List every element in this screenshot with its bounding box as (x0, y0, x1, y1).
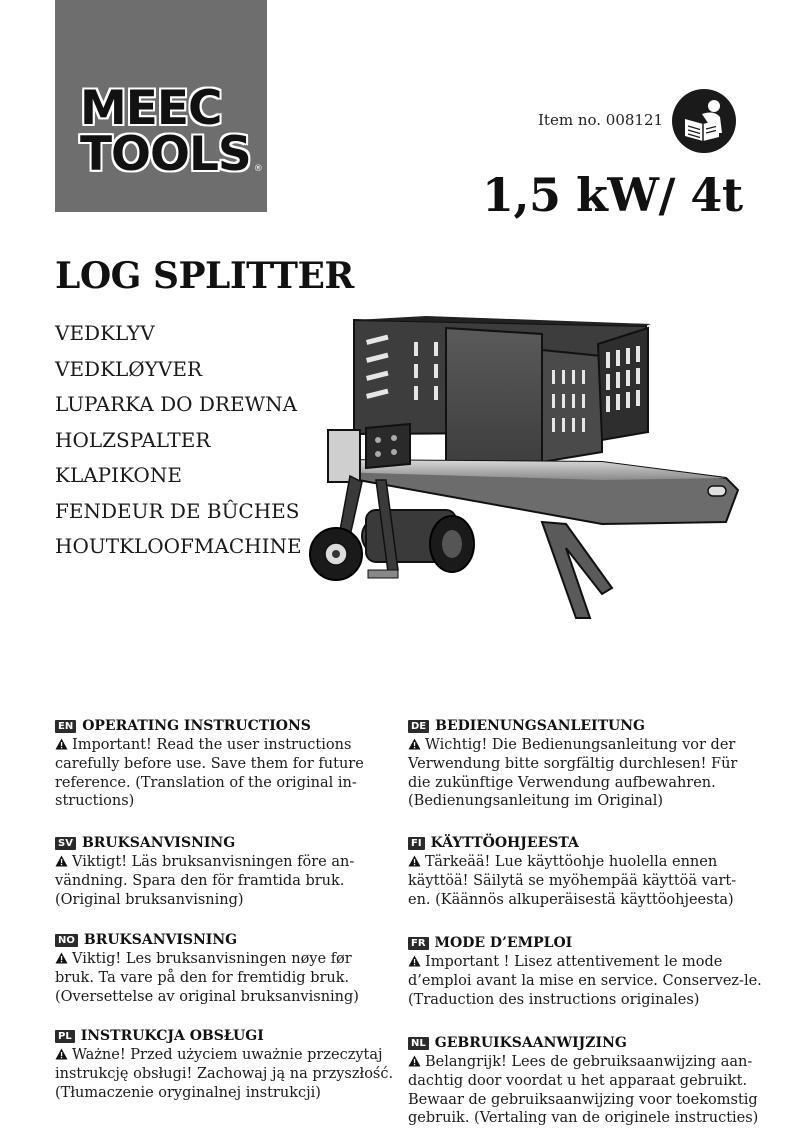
log-splitter-image (306, 312, 746, 624)
section-title-sv: BRUKSANVISNING (81, 835, 236, 851)
warning-icon (408, 1055, 421, 1067)
section-text-sv-1: Viktigt! Läs bruksanvisningen före an- (72, 854, 355, 870)
read-manual-icon (672, 89, 736, 153)
brand-logo-line1: MEEC (80, 81, 222, 136)
section-title-pl: INSTRUKCJA OBSŁUGI (80, 1028, 264, 1044)
section-text-pl-1: Ważne! Przed użyciem uważnie przeczytaj (72, 1047, 383, 1063)
section-text-nl-2: dachtig door voordat u het apparaat gebruikt. (408, 1072, 748, 1089)
title-pl: LUPARKA DO DREWNA (55, 392, 298, 416)
section-title-nl: GEBRUIKSAANWIJZING (434, 1035, 627, 1051)
section-title-de: BEDIENUNGSANLEITUNG (435, 718, 645, 734)
item-number: Item no. 008121 (538, 111, 664, 129)
section-text-fr-1: Important ! Lisez attentivement le mode (425, 954, 723, 970)
registered-mark: ® (253, 164, 263, 174)
section-title-no: BRUKSANVISNING (83, 932, 238, 948)
brand-logo (80, 81, 263, 182)
brand-logo-box (55, 0, 267, 212)
section-text-no-1: Viktig! Les bruksanvisningen nøye før (72, 951, 352, 967)
language-code-fr: FR (408, 937, 429, 950)
title-de: HOLZSPALTER (55, 427, 211, 452)
title-fi: KLAPIKONE (55, 463, 182, 487)
section-en (55, 716, 405, 811)
title-translations (55, 316, 302, 565)
section-text-no-3: (Oversettelse av original bruksanvisning) (55, 988, 359, 1005)
language-code-fi: FI (408, 837, 425, 850)
section-text-nl-1: Belangrijk! Lees de gebruiksaanwijzing aan- (425, 1054, 753, 1070)
language-code-en: EN (55, 720, 76, 733)
section-text-no-2: bruk. Ta vare på den for fremtidig bruk. (55, 969, 350, 986)
language-code-nl: NL (408, 1037, 429, 1050)
power-rating: 1,5 kW/ 4t (482, 168, 743, 222)
warning-icon (408, 855, 421, 867)
section-nl (408, 1033, 758, 1128)
warning-icon (55, 738, 68, 750)
language-code-de: DE (408, 720, 429, 733)
section-text-fi-3: en. (Käännös alkuperäisestä käyttöohjeesta) (408, 891, 734, 908)
section-text-en-4: structions) (55, 793, 135, 810)
section-text-de-4: (Bedienungsanleitung im Original) (408, 793, 664, 810)
title-fr: FENDEUR DE BÛCHES (55, 498, 300, 523)
section-text-de-1: Wichtig! Die Bedienungsanleitung vor der (425, 737, 736, 753)
warning-icon (408, 955, 421, 967)
section-no (55, 930, 405, 1006)
section-sv (55, 833, 405, 909)
section-text-sv-3: (Original bruksanvisning) (55, 891, 244, 908)
section-fi (408, 833, 758, 909)
language-code-pl: PL (55, 1030, 75, 1043)
warning-icon (55, 855, 68, 867)
warning-icon (408, 738, 421, 750)
page-title: LOG SPLITTER (55, 255, 354, 297)
section-title-fi: KÄYTTÖOHJEESTA (430, 835, 579, 851)
section-text-de-3: die zukünftige Verwendung aufbewahren. (408, 774, 716, 791)
section-title-fr: MODE D’EMPLOI (434, 935, 573, 951)
section-text-fr-3: (Traduction des instructions originales) (408, 991, 700, 1008)
section-text-fi-1: Tärkeää! Lue käyttöohje huolella ennen (425, 854, 718, 870)
section-text-nl-4: gebruik. (Vertaling van de originele instructies) (408, 1110, 759, 1127)
language-code-sv: SV (55, 837, 76, 850)
section-de (408, 716, 758, 811)
section-text-nl-3: Bewaar de gebruiksaanwijzing voor toekomstig (408, 1091, 758, 1108)
section-text-sv-2: vändning. Spara den för framtida bruk. (55, 872, 345, 889)
warning-icon (55, 952, 68, 964)
section-text-en-1: Important! Read the user instructions (72, 737, 352, 753)
title-nl: HOUTKLOOFMACHINE (55, 534, 302, 558)
section-text-de-2: Verwendung bitte sorgfältig durchlesen! Für (408, 755, 738, 772)
section-text-en-3: reference. (Translation of the original in- (55, 774, 357, 791)
warning-icon (55, 1048, 68, 1060)
section-text-fr-2: d’emploi avant la mise en service. Conservez-le. (408, 972, 762, 989)
section-text-pl-3: (Tłumaczenie oryginalnej instrukcji) (55, 1084, 321, 1101)
language-code-no: NO (55, 934, 78, 947)
section-text-en-2: carefully before use. Save them for future (55, 755, 364, 772)
brand-logo-line2: TOOLS (80, 127, 251, 182)
section-pl (55, 1026, 405, 1102)
section-fr (408, 933, 762, 1009)
title-sv: VEDKLYV (55, 321, 155, 345)
section-text-pl-2: instrukcję obsługi! Zachowaj ją na przyszłość. (55, 1065, 394, 1082)
section-text-fi-2: käyttöä! Säilytä se myöhempää käyttöä vart- (408, 872, 737, 889)
title-no: VEDKLØYVER (55, 356, 203, 381)
section-title-en: OPERATING INSTRUCTIONS (82, 718, 311, 734)
